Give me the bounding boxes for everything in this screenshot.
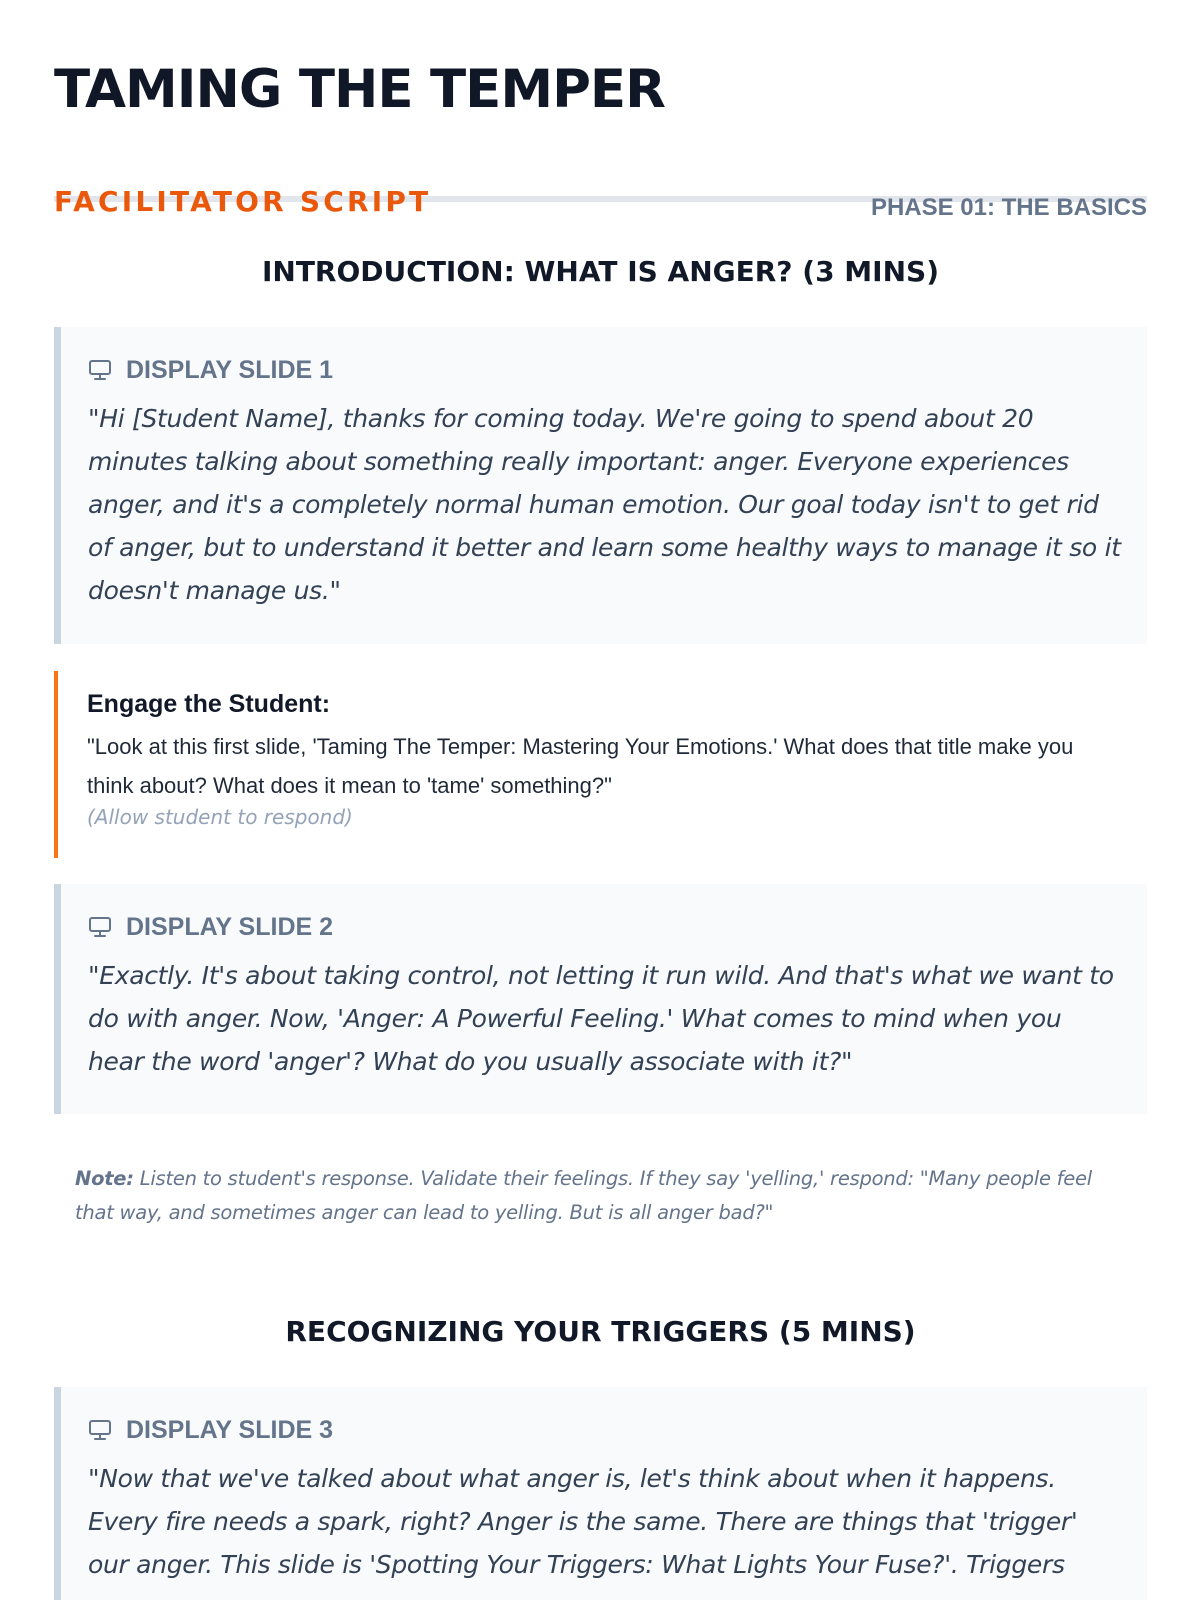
display-slide-2-header	[88, 912, 1121, 942]
note-label: Note:	[75, 1167, 134, 1190]
display-slide-2-label: DISPLAY SLIDE 2	[126, 913, 334, 941]
display-slide-1-card	[54, 327, 1147, 644]
note-text: Listen to student's response. Validate their feelings. If they say 'yelling,' respond: "Many people feel that way, and sometimes anger can lead to yelling. But is all anger bad?"	[75, 1167, 1092, 1224]
display-slide-3-label: DISPLAY SLIDE 3	[126, 1416, 334, 1444]
facilitator-note	[75, 1162, 1135, 1230]
engage-student-question: "Look at this first slide, 'Taming The Temper: Mastering Your Emotions.' What does that title make you think about? What does it mean to 'tame' something?"	[87, 734, 1074, 798]
engage-student-instruction: (Allow student to respond)	[87, 805, 353, 829]
document-subtitle: FACILITATOR SCRIPT	[54, 185, 432, 218]
display-slide-2-script: "Exactly. It's about taking control, not letting it run wild. And that's what we want to do with anger. Now, 'Anger: A Powerful Feeling.' What comes to mind when you hear the word 'anger'? What do you usually associate with it?"	[88, 961, 1114, 1076]
display-slide-1-label: DISPLAY SLIDE 1	[126, 356, 334, 384]
document-header	[54, 59, 1147, 221]
monitor-icon	[88, 1419, 112, 1441]
section-triggers-title: RECOGNIZING YOUR TRIGGERS (5 MINS)	[285, 1315, 916, 1348]
display-slide-3-script: "Now that we've talked about what anger is, let's think about when it happens. Every fire needs a spark, right? Anger is the same. There are things that 'trigger' our anger. This slide is 'Spotting Your Triggers: What Lights Your Fuse?'. Triggers	[88, 1464, 1078, 1579]
document-title: TAMING THE TEMPER	[54, 59, 665, 120]
engage-student-title: Engage the Student:	[87, 690, 331, 718]
display-slide-3-card	[54, 1387, 1147, 1600]
section-introduction-title: INTRODUCTION: WHAT IS ANGER? (3 MINS)	[261, 255, 939, 288]
phase-label: PHASE 01: THE BASICS	[870, 194, 1147, 221]
monitor-icon	[88, 916, 112, 938]
engage-student-callout	[54, 671, 1147, 858]
display-slide-1-script: "Hi [Student Name], thanks for coming today. We're going to spend about 20 minutes talking about something really important: anger. Everyone experiences anger, and it's a completely normal human emotion. Our goal today isn't to get rid of anger, but to understand it better and learn some healthy ways to manage it so it doesn't manage us."	[88, 404, 1121, 605]
display-slide-2-card	[54, 884, 1147, 1114]
monitor-icon	[88, 359, 112, 381]
display-slide-1-header	[88, 355, 1121, 385]
display-slide-3-header	[88, 1415, 1121, 1445]
